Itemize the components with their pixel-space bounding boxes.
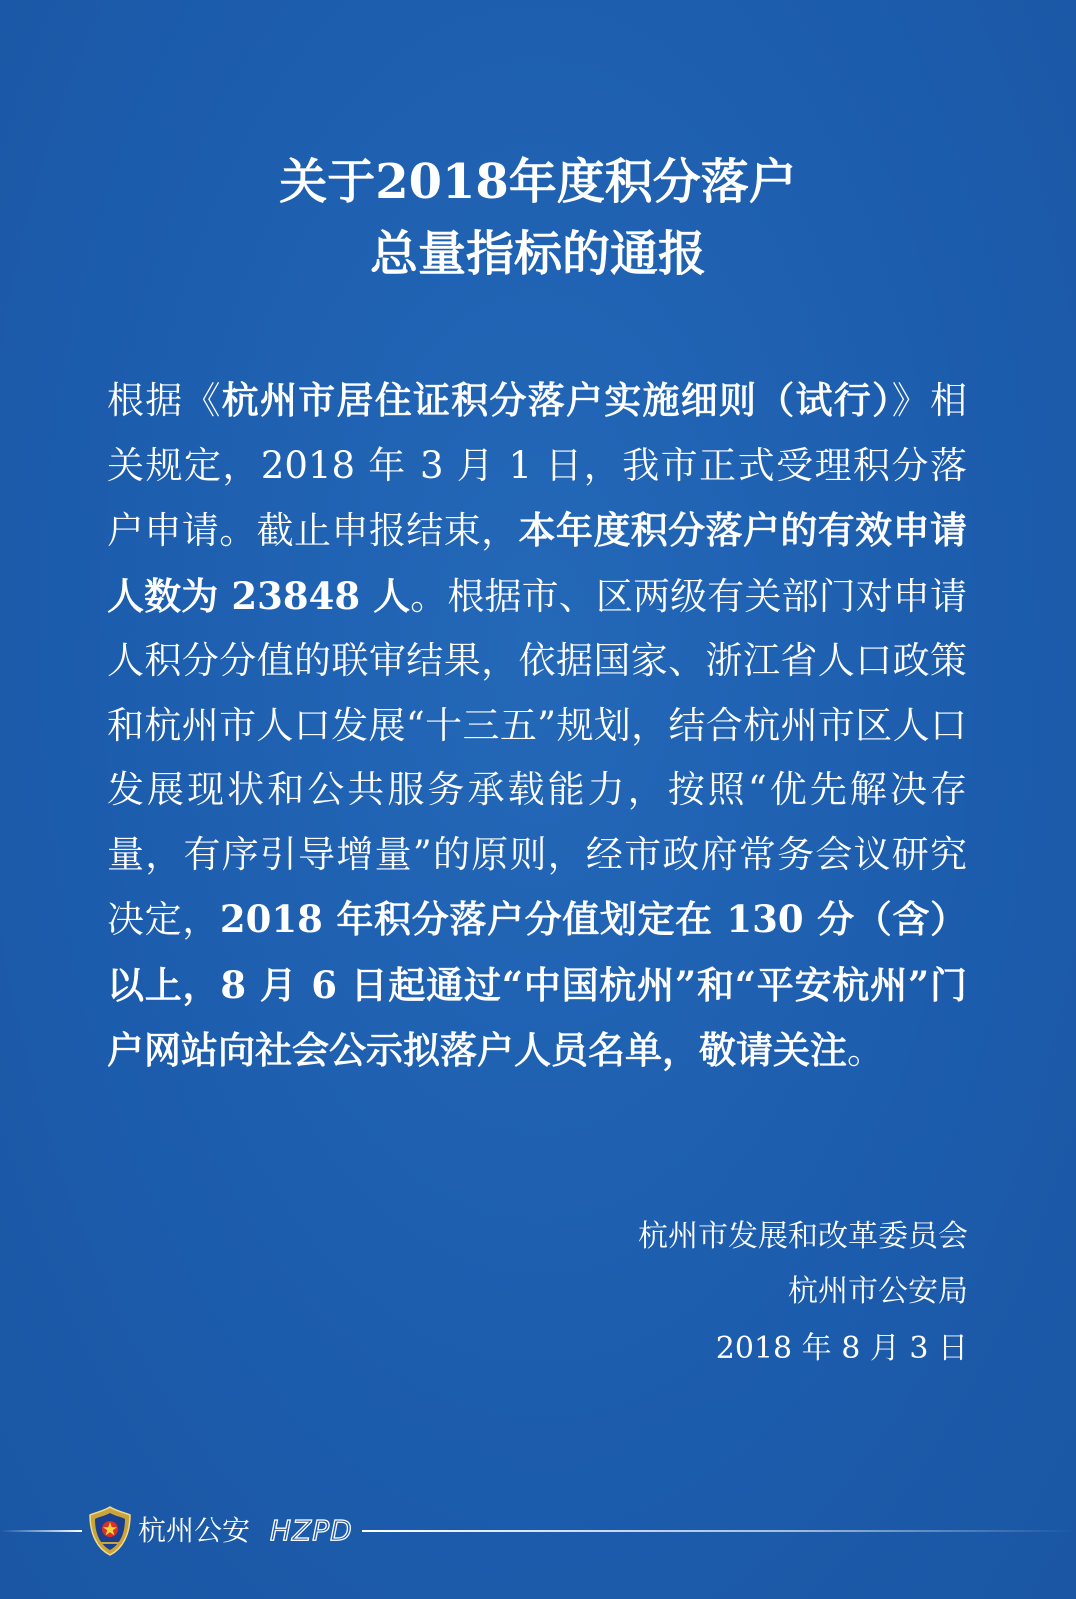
signature-org-2: 杭州市公安局 <box>788 1274 968 1309</box>
footer-code: HZPD <box>270 1514 353 1547</box>
signature-date: 2018 年 8 月 3 日 <box>715 1331 968 1366</box>
notice-body <box>107 368 967 1084</box>
body-segment: 。根据市、区两级有关部门对申请人积分分值的联审结果，依据国家、浙江省人口政策和杭州市人口发展“十三五”规划，结合杭州市区人口发展现状和公共服务承载能力，按照“优先解决存量，有序引导增量”的原则，经市政府常务会议研究决定， <box>107 574 967 941</box>
score-threshold-highlight: 2018 年积分落户分值划定在 130 分（含）以上，8 月 6 日起通过“中国杭州”和“平安杭州”门户网站向社会公示拟落户人员名单，敬请关注 <box>107 897 968 1072</box>
title-line-2: 总量指标的通报 <box>369 226 706 282</box>
body-segment: 根据《 <box>107 379 222 422</box>
regulation-name: 杭州市居住证积分落户实施细则（试行） <box>221 378 892 422</box>
footer-divider-right <box>362 1530 1076 1532</box>
footer-brand: 杭州公安 <box>138 1514 251 1547</box>
footer-divider-left <box>0 1530 82 1532</box>
footer-bar <box>0 1500 1076 1560</box>
applicant-count-highlight: 本年度积分落户的有效申请人数为 23848 人 <box>107 508 967 618</box>
title-line-1: 关于2018年度积分落户 <box>279 154 797 210</box>
body-segment: 。 <box>847 1029 884 1072</box>
signature-org-1: 杭州市发展和改革委员会 <box>638 1219 968 1254</box>
police-emblem-icon <box>86 1505 134 1557</box>
body-segment: 》相关规定，2018 年 3 月 1 日，我市正式受理积分落户申请。截止申报结束， <box>107 379 967 552</box>
